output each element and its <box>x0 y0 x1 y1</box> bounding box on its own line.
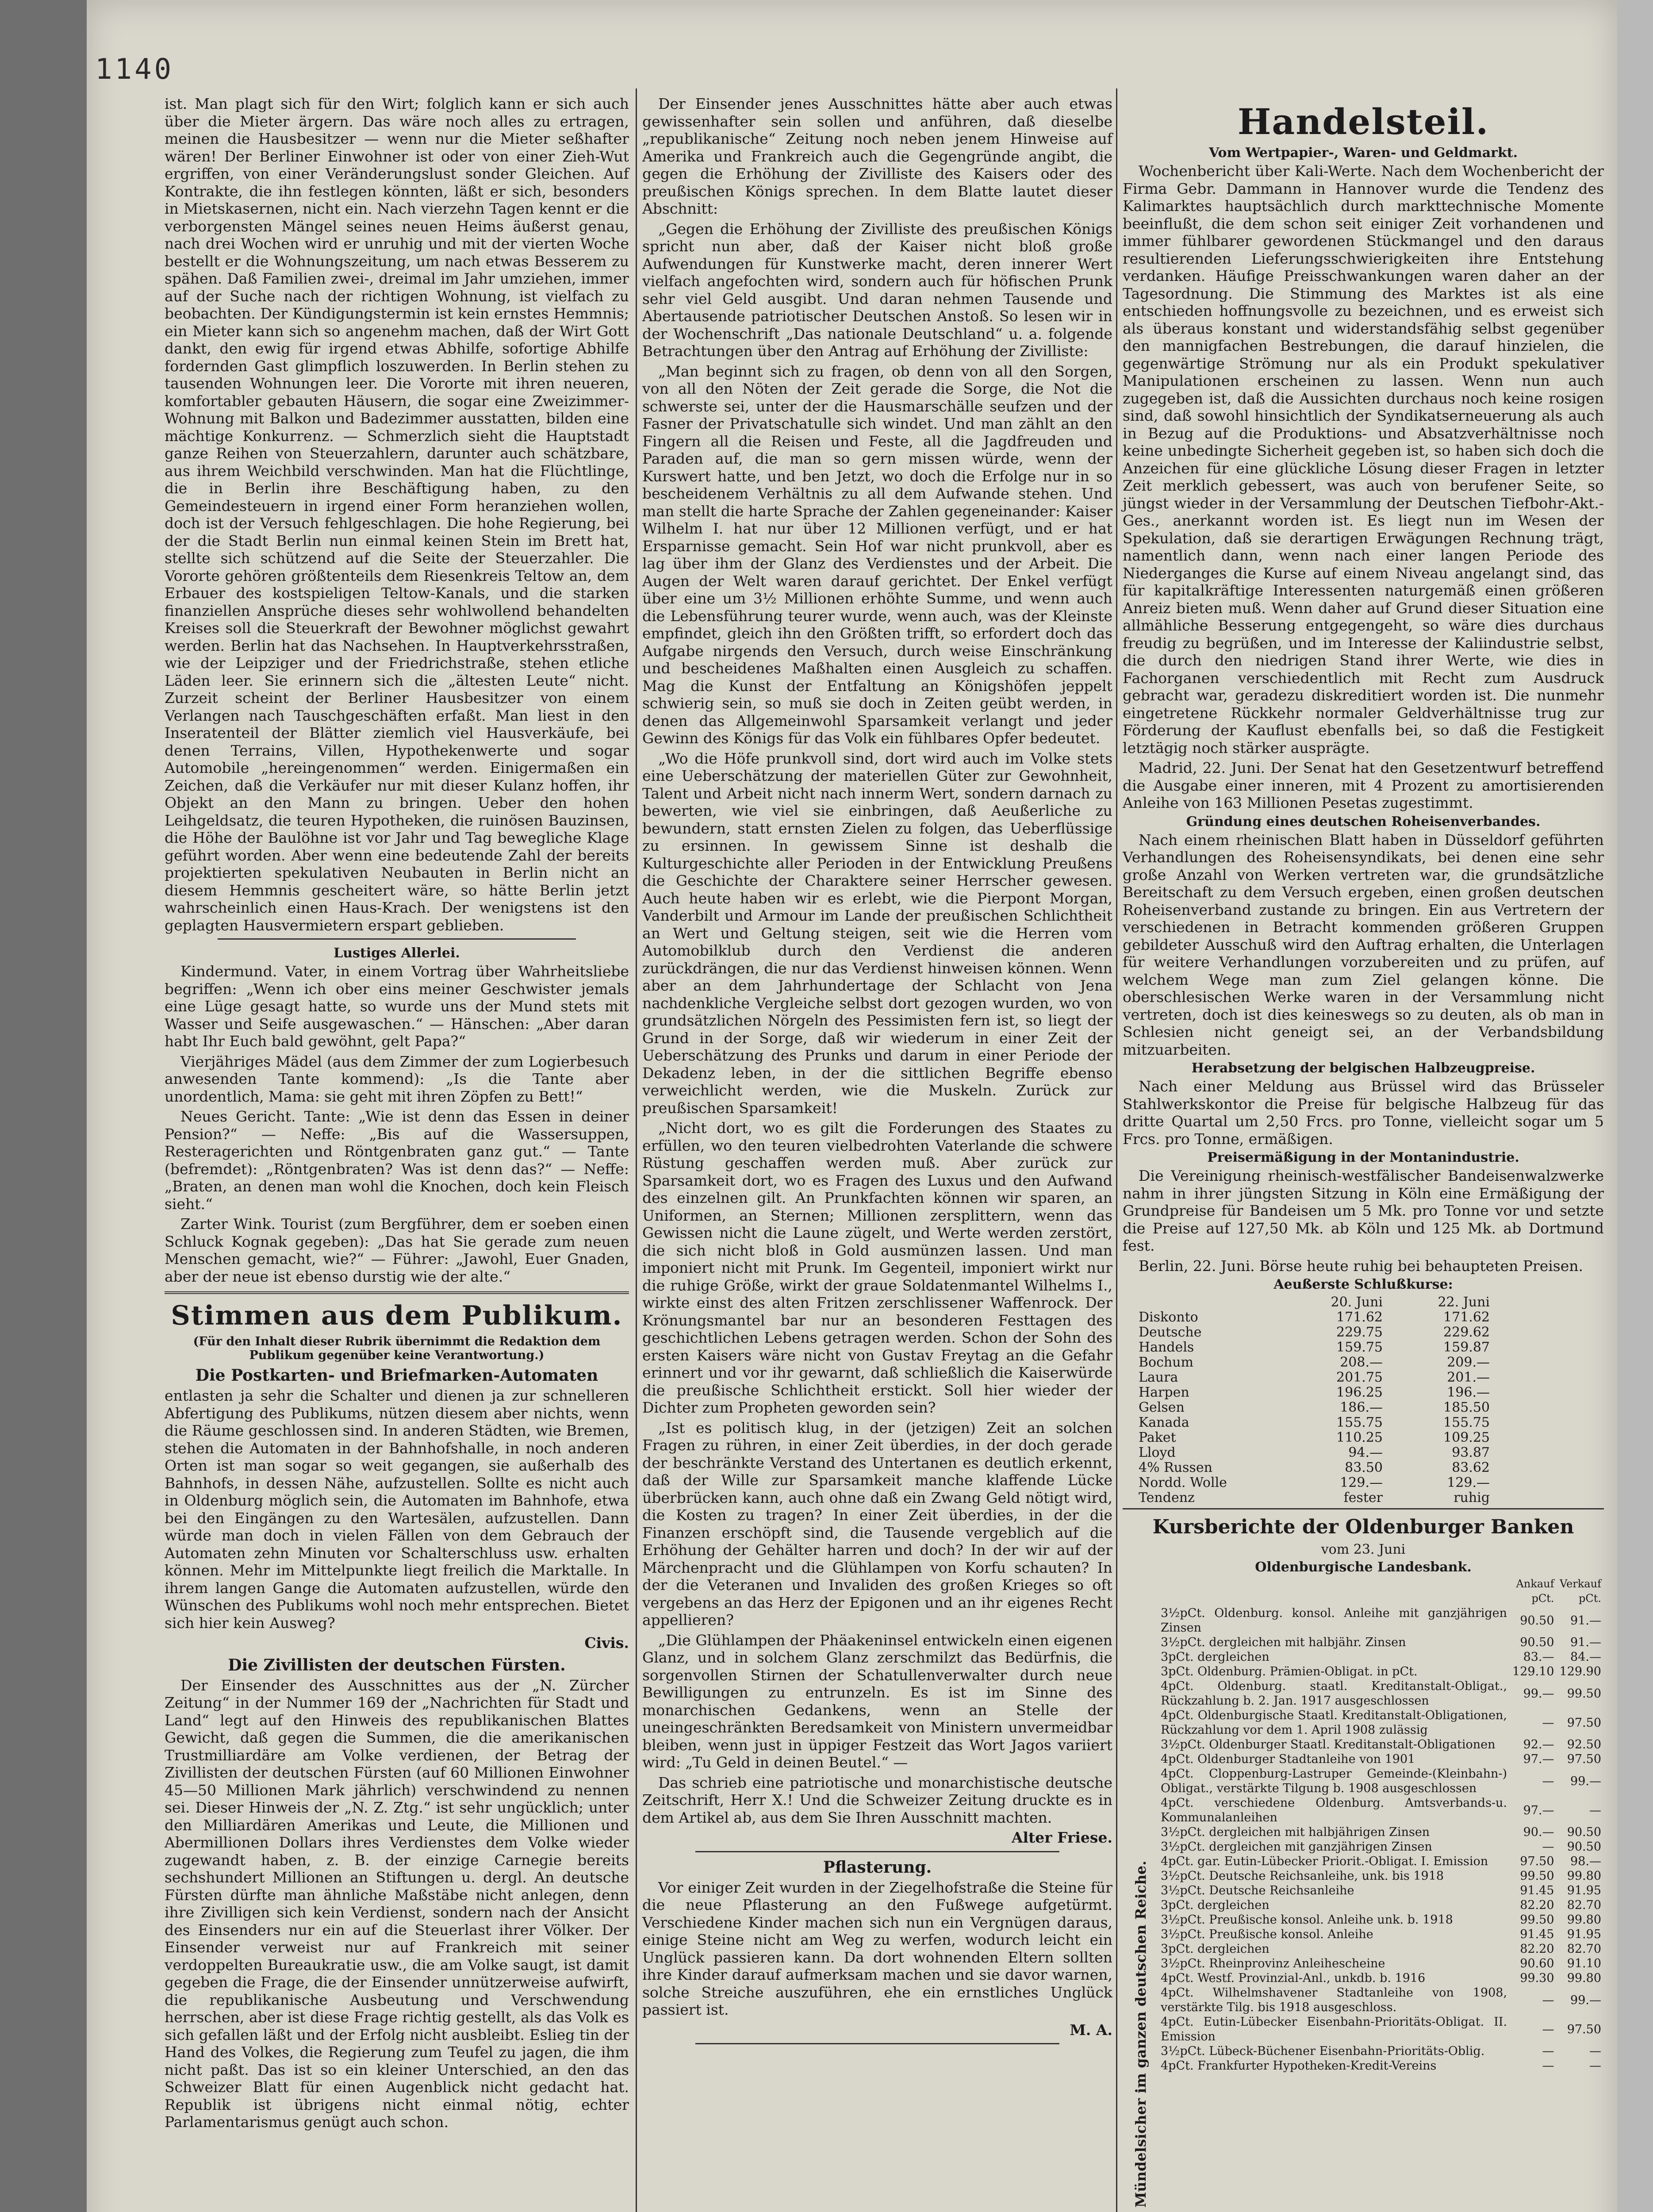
article-paragraph: „Gegen die Erhöhung der Zivilliste des preußischen Königs spricht nun aber, daß der Kaiser nicht bloß große Aufwendungen für Kunstwerke macht, deren innerer Wert vielfach angefochten wird, sondern auch für höfischen Prunk sehr viel Geld ausgibt. Und daran nehmen Tausende und Abertausende patriotischer Deutschen Anstoß. So lesen wir in der Wochenschrift „Das nationale Deutschland“ u. a. folgende Betrachtungen über den Antrag auf Erhöhung der Zivilliste: <box>642 220 1112 360</box>
article-paragraph: „Man beginnt sich zu fragen, ob denn von all den Sorgen, von all den Nöten der Zeit gerade die Sorge, die Not die schwerste sei, unter der die Hausmarschälle seufzen und der Fasner der Privatschatulle sich windet. Und man zählt an den Fingern all die Reisen und Feste, all die Jagdfreuden und Paraden auf, die man so gern missen würde, wenn der Kurswert hatte, und ben Jetzt, wo doch die Erfolge nur in so bescheidenem Verhältnis zu all dem Aufwande stehen. Und man stellt die harte Sprache der Zahlen gegeneinander: Kaiser Wilhelm I. hat nur über 12 Millionen verfügt, und er hat Ersparnisse gemacht. Sein Hof war nicht prunkvoll, aber es lag über ihm der Glanz des Verdienstes und der Arbeit. Die Augen der Welt waren darauf gerichtet. Der Enkel verfügt über eine um 3½ Millionen erhöhte Summe, und wenn auch die Lebensführung teurer wurde, wenn auch, was der Kleinste empfindet, gleich ihn den Größten trifft, so erfordert doch das Aufgabe nirgends den Versuch, durch weise Einschränkung und bescheidenes Maßhalten einen Ausgleich zu schaffen. Mag die Kunst der Entfaltung an Königshöfen jeppelt schwierig sein, so muß sie doch in Zeiten geübt werden, in denen das Allgemeinwohl Sparsamkeit verlangt und jeder Gewinn des Königs für das Volk ein fühlbares Opfer bedeutet. <box>642 362 1112 747</box>
bond-price: 91.— <box>1570 1636 1601 1649</box>
bond-price: 90.50 <box>1567 1825 1601 1839</box>
bond-name: 4pCt. gar. Eutin-Lübecker Priorit.-Obligat. I. Emission <box>1161 1855 1488 1868</box>
separator <box>218 938 576 940</box>
table-row <box>1158 1679 1604 1708</box>
bond-price: 82.20 <box>1520 1942 1554 1956</box>
handelsteil-heading: Handelsteil. <box>1237 101 1489 142</box>
handelsteil-subtitle: Vom Wertpapier-, Waren- und Geldmarkt. <box>1208 145 1518 161</box>
bonds-table <box>1158 1577 1604 2073</box>
column-2 <box>642 95 1112 2051</box>
table-row <box>1158 1883 1604 1898</box>
bond-price: 99.30 <box>1520 1971 1554 1985</box>
column-3 <box>1123 95 1604 2073</box>
table-row <box>1158 1650 1604 1664</box>
table-row <box>1158 1942 1604 1956</box>
kursberichte-heading: Kursberichte der Oldenburger Banken <box>1152 1516 1574 1538</box>
security-name: Laura <box>1139 1370 1178 1385</box>
price-value: 159.75 <box>1336 1340 1383 1355</box>
table-row <box>1158 2015 1604 2044</box>
price-value: 185.50 <box>1443 1400 1490 1415</box>
table-row <box>1136 1475 1492 1490</box>
schlusskurse-table <box>1136 1295 1492 1505</box>
table-row <box>1158 1869 1604 1883</box>
price-value: 83.50 <box>1345 1460 1383 1475</box>
table-header-row <box>1158 1577 1604 1606</box>
preise-heading: Preisermäßigung in der Montanindustrie. <box>1207 1150 1519 1165</box>
bond-price: — <box>1542 1840 1554 1854</box>
table-row <box>1158 1825 1604 1839</box>
article-zivilliste-continued <box>642 95 1112 1826</box>
table-row <box>1158 1927 1604 1942</box>
security-name: Tendenz <box>1139 1490 1195 1505</box>
stimmen-heading: Stimmen aus dem Publikum. <box>171 1300 623 1331</box>
allerlei-item: Vierjähriges Mädel (aus dem Zimmer der zum Logierbesuch anwesenden Tante kommend): „Is die Tante aber unordentlich, Mama: sie geht mit ihren Zöpfen zu Bett!“ <box>165 1052 629 1105</box>
allerlei-items <box>165 963 629 1285</box>
table-row <box>1136 1370 1492 1385</box>
bond-price: 97.50 <box>1567 1752 1601 1766</box>
security-name: Lloyd <box>1139 1445 1176 1460</box>
security-name: Gelsen <box>1139 1400 1185 1415</box>
table-row <box>1158 2044 1604 2058</box>
price-value: 171.62 <box>1336 1310 1383 1325</box>
bond-name: 3½pCt. dergleichen mit halbjähr. Zinsen <box>1161 1636 1406 1649</box>
table-row <box>1158 1708 1604 1737</box>
separator <box>165 1291 629 1294</box>
price-value: 196.25 <box>1336 1385 1383 1400</box>
security-name: Nordd. Wolle <box>1139 1475 1227 1490</box>
table-row <box>1136 1355 1492 1370</box>
table-row <box>1158 1956 1604 1971</box>
bond-price: 97.50 <box>1520 1855 1554 1868</box>
belgische-heading: Herabsetzung der belgischen Halbzeugpreise. <box>1191 1060 1535 1076</box>
price-value: 201.— <box>1447 1370 1490 1385</box>
bond-price: — <box>1542 2044 1554 2058</box>
price-value: 171.62 <box>1443 1310 1490 1325</box>
table-row <box>1158 1737 1604 1752</box>
separator <box>1123 1508 1604 1509</box>
bonds-wrapper <box>1123 1577 1604 2073</box>
table-header-row <box>1136 1295 1492 1310</box>
bond-price: 98.— <box>1570 1855 1601 1868</box>
bond-price: 82.70 <box>1567 1942 1601 1956</box>
postkarten-heading: Die Postkarten- und Briefmarken-Automaten <box>195 1366 598 1385</box>
allerlei-item: Kindermund. Vater, in einem Vortrag über Wahrheitsliebe begriffen: „Wenn ich ober eins meiner Geschwister jemals eine Lüge gesagt hatte, so wurde uns der Mund stets mit Wasser und Seife ausgewaschen.“ — Hänschen: „Aber daran habt Ihr Euch bald gewöhnt, gelt Papa?“ <box>165 963 629 1050</box>
bond-price: 99.50 <box>1520 1869 1554 1883</box>
price-value: 196.— <box>1447 1385 1490 1400</box>
table-row <box>1136 1415 1492 1430</box>
belgische-text: Nach einer Meldung aus Brüssel wird das Brüsseler Stahlwerkskontor die Preise für belgische Halbzeug für das dritte Quartal um 2,50 Frcs. pro Tonne, vielleicht sogar um 5 Frcs. pro Tonne, ermäßigen. <box>1123 1078 1604 1148</box>
table-row <box>1158 1912 1604 1927</box>
column-header: Ankauf pCt. <box>1516 1578 1554 1605</box>
side-label-text: Mündelsicher im ganzen deutschen Reiche. <box>1132 1860 1149 2208</box>
bond-price: 99.50 <box>1567 1686 1601 1701</box>
article-paragraph: Der Einsender jenes Ausschnittes hätte aber auch etwas gewissenhafter sein sollen und anführen, daß dieselbe „republikanische“ Zeitung noch neben jenem Hinweise auf Amerika und Frankreich auch die Gegengründe angibt, die gegen die Erhöhung der Zivilliste des Kaisers oder des preußischen Königs sprechen. In dem Blatte lautet dieser Abschnitt: <box>642 95 1112 217</box>
bond-price: 82.70 <box>1567 1898 1601 1912</box>
table-row <box>1158 1796 1604 1825</box>
table-row <box>1158 1606 1604 1635</box>
bond-price: 83.— <box>1523 1650 1554 1664</box>
table-row <box>1158 1985 1604 2015</box>
bond-name: 3½pCt. Lübeck-Büchener Eisenbahn-Prioritäts-Oblig. <box>1161 2044 1485 2058</box>
bond-price: 97.— <box>1523 1752 1554 1766</box>
table-row <box>1136 1400 1492 1415</box>
bond-price: — <box>1589 2044 1601 2058</box>
bond-name: 3½pCt. dergleichen mit ganzjährigen Zinsen <box>1161 1840 1432 1854</box>
price-value: 83.62 <box>1452 1460 1490 1475</box>
bond-name: 4pCt. Westf. Provinzial-Anl., unkdb. b. 1916 <box>1161 1971 1426 1985</box>
bond-name: 3½pCt. Deutsche Reichsanleihe, unk. bis 1918 <box>1161 1869 1444 1883</box>
bond-price: 97.50 <box>1567 1716 1601 1730</box>
bond-name: 3½pCt. dergleichen mit halbjährigen Zinsen <box>1161 1825 1430 1839</box>
page-number: 1140 <box>95 53 174 86</box>
bond-price: 129.10 <box>1512 1665 1554 1678</box>
roheisen-text: Nach einem rheinischen Blatt haben in Düsseldorf geführten Verhandlungen des Roheisensyndikats, bei denen eine sehr große Anzahl von Werken vertreten war, die grundsätzliche Bereitschaft zu dem Versuch ergeben, einen großen deutschen Roheisenverband zustande zu bringen. Ein aus Vertretern der verschiedenen in Betracht kommenden größeren Gruppen gebildeter Ausschuß wird den Auftrag erhalten, die Unterlagen für weitere Verhandlungen vorzubereiten und zu prüfen, auf welchem Wege man zum Ziel gelangen könne. Die oberschlesischen Werke waren in der Versammlung nicht vertreten, doch ist dies keineswegs so zu deuten, als ob man in Schlesien nicht geneigt sei, an der Verbandsbildung mitzuarbeiten. <box>1123 831 1604 1058</box>
security-name: Paket <box>1139 1430 1176 1445</box>
bond-price: 97.50 <box>1567 2022 1601 2036</box>
price-value: 155.75 <box>1443 1415 1490 1430</box>
table-row <box>1136 1340 1492 1355</box>
article-wohnungen <box>165 95 629 934</box>
security-name: Kanada <box>1139 1415 1189 1430</box>
table-row <box>1158 1767 1604 1796</box>
bond-price: 99.— <box>1523 1686 1554 1701</box>
table-row <box>1158 1839 1604 1854</box>
stimmen-note: (Für den Inhalt dieser Rubrik übernimmt die Redaktion dem Publikum gegenüber keine Verantwortung.) <box>193 1335 601 1362</box>
article-paragraph: ist. Man plagt sich für den Wirt; folglich kann er sich auch über die Mieter ärgern. Das wäre noch alles zu ertragen, meinen die Hausbesitzer — wenn nur die Mieter seßhafter wären! Der Berliner Einwohner ist oder von einer Zieh-Wut ergriffen, von einer Veränderungslust sonder Gleichen. Auf Kontrakte, die ihn festlegen könnten, läßt er sich, besonders in Mietskasernen, nicht ein. Nach vierzehn Tagen kennt er die verborgensten Mängel seines neuen Heims äußerst genau, nach drei Wochen wird er unruhig und mit der vierten Woche bestellt er die Wohnungszeitung, um nach etwas Besserem zu spähen. Daß Familien zwei-, dreimal im Jahr umziehen, immer auf der Suche nach der richtigen Wohnung, ist vielfach zu beobachten. Der Kündigungstermin ist kein ernstes Hemmnis; ein Mieter kann sich so angenehm machen, daß der Wirt Gott dankt, den ewig für irgend etwas Abhilfe, sofortige Abhilfe fordernden Gast glimpflich loszuwerden. In Berlin stehen zu tausenden Wohnungen leer. Die Vororte mit ihren neueren, komfortabler gebauten Häusern, die sogar eine Zweizimmer-Wohnung mit Balkon und Badezimmer ausstatten, bilden eine mächtige Konkurrenz. — Schmerzlich sieht die Hauptstadt ganze Reihen von Steuerzahlern, darunter auch schätzbare, aus ihrem Weichbild verschwinden. Man hat die Flüchtlinge, die in Berlin ihre Beschäftigung haben, zu den Gemeindesteuern in irgend einer Form heranziehen wollen, doch ist der Versuch fehlgeschlagen. Die hohe Regierung, bei der die Stadt Berlin nun einmal keinen Stein im Brett hat, stellte sich schützend auf die Seite der Steuerzahler. Die Vororte gehören größtenteils dem Riesenkreis Teltow an, dem Erbauer des kostspieligen Teltow-Kanals, und die starken finanziellen Ansprüche dieses sehr wohlwollend behandelten Kreises soll die Steuerkraft der Bewohner möglichst gewahrt werden. Berlin hat das Nachsehen. In Hauptverkehrsstraßen, wie der Leipziger und der Friedrichstraße, stehen etliche Läden leer. Sie erinnern sich die „ältesten Leute“ nicht. Zurzeit scheint der Berliner Hausbesitzer von einem Verlangen nach Tauschgeschäften erfaßt. Man liest in den Inseratenteil der Blätter ziemlich viel Hausverkäufe, bei denen Terrains, Villen, Hypothekenwerte und sogar Automobile „hereingenommen“ werden. Einigermaßen ein Zeichen, daß die Verkäufer nur mit dieser Kulanz hoffen, ihr Objekt an den Mann zu bringen. Ueber den hohen Leihgeldsatz, die teuren Hypotheken, die ruinösen Bauzinsen, die Höhe der Baulöhne ist vor Jahr und Tag bewegliche Klage geführt worden. Aber wenn eine bedeutende Zahl der bereits projektierten spekulativen Neubauten in Berlin nicht an diesem Hemmnis gescheitert wäre, so hätte Berlin jetzt wahrscheinlich einen Haus-Krach. Der wenigstens ist den geplagten Hausvermietern erspart geblieben. <box>165 95 629 934</box>
article-paragraph: „Ist es politisch klug, in der (jetzigen) Zeit an solchen Fragen zu rühren, in einer Zeit überdies, in der doch gerade der beschränkte Verstand des Untertanen es deutlich erkennt, daß der Wille zur Sparsamkeit manche klaffende Lücke überbrücken kann, auch ohne daß ein Zwang Geld nötigt wird, die Kosten zu tragen? In einer Zeit überdies, in der die Finanzen erschöpft sind, die Tausende vergeblich auf die Erhöhung der Gehälter harren und doch? In der wir auf der Märchenpracht und die Glühlampen von Korfu schauten? In der die Veteranen und Invaliden des großen Krieges so oft vergebens an das Herz der Epigonen und an ihr eigenes Recht appellieren? <box>642 1419 1112 1628</box>
table-row <box>1158 2058 1604 2073</box>
security-name: Deutsche <box>1139 1325 1202 1340</box>
security-name: Harpen <box>1139 1385 1189 1400</box>
table-row <box>1158 1971 1604 1985</box>
bond-price: 91.95 <box>1567 1928 1601 1941</box>
bond-price: 90.50 <box>1520 1636 1554 1649</box>
bond-name: 3½pCt. Oldenburg. konsol. Anleihe mit ganzjährigen Zinsen <box>1161 1606 1507 1635</box>
price-value: 155.75 <box>1336 1415 1383 1430</box>
bond-name: 4pCt. Cloppenburg-Lastruper Gemeinde-(Kleinbahn-) Obligat., verstärkte Tilgung b. 1908 ausgeschlossen <box>1161 1767 1507 1795</box>
bond-name: 4pCt. Wilhelmshavener Stadtanleihe von 1908, verstärkte Tilg. bis 1918 ausgeschloss. <box>1161 1986 1507 2014</box>
header-blank <box>1158 1577 1510 1606</box>
bond-price: 91.— <box>1570 1613 1601 1628</box>
bond-name: 4pCt. Eutin-Lübecker Eisenbahn-Prioritäts-Obligat. II. Emission <box>1161 2015 1507 2043</box>
separator <box>695 2043 1059 2044</box>
bond-price: — <box>1542 1716 1554 1730</box>
bond-name: 3pCt. dergleichen <box>1161 1942 1269 1956</box>
berlin-report: Berlin, 22. Juni. Börse heute ruhig bei behaupteten Preisen. <box>1139 1257 1584 1275</box>
side-label <box>1132 1765 1150 2208</box>
table-row <box>1136 1430 1492 1445</box>
bond-name: 3pCt. Oldenburg. Prämien-Obligat. in pCt. <box>1161 1665 1418 1678</box>
table-row <box>1136 1385 1492 1400</box>
bond-price: 90.60 <box>1520 1957 1554 1970</box>
price-value: 109.25 <box>1443 1430 1490 1445</box>
bond-price: 99.— <box>1570 1774 1601 1788</box>
price-value: 208.— <box>1340 1355 1383 1370</box>
bond-price: 91.45 <box>1520 1884 1554 1897</box>
bond-price: 92.50 <box>1567 1738 1601 1751</box>
price-value: 229.75 <box>1336 1325 1383 1340</box>
price-value: ruhig <box>1454 1490 1490 1505</box>
column-header: 20. Juni <box>1331 1294 1383 1310</box>
allerlei-item: Zarter Wink. Tourist (zum Bergführer, dem er soeben einen Schluck Kognak gegeben): „Das hat Sie gerade zum neuen Menschen gemacht, wie?“ — Führer: „Jawohl, Euer Gnaden, aber der neue ist ebenso durstig wie der alte.“ <box>165 1215 629 1285</box>
security-name: Handels <box>1139 1340 1194 1355</box>
schlusskurse-heading: Aeußerste Schlußkurse: <box>1273 1277 1453 1292</box>
table-row <box>1158 1635 1604 1650</box>
bond-price: 92.— <box>1523 1738 1554 1751</box>
bond-name: 3½pCt. Deutsche Reichsanleihe <box>1161 1884 1354 1897</box>
table-row <box>1158 1854 1604 1869</box>
price-value: 94.— <box>1348 1445 1383 1460</box>
bond-price: 90.50 <box>1567 1840 1601 1854</box>
bond-price: — <box>1589 2059 1601 2073</box>
bond-price: 90.— <box>1523 1825 1554 1839</box>
table-row <box>1136 1460 1492 1475</box>
table-row <box>1136 1445 1492 1460</box>
price-value: 129.— <box>1447 1475 1490 1490</box>
bond-name: 3½pCt. Oldenburger Staatl. Kreditanstalt-Obligationen <box>1161 1738 1496 1751</box>
zivilliste-signature: Alter Friese. <box>1011 1829 1112 1846</box>
bond-price: — <box>1589 1803 1601 1817</box>
price-value: 159.87 <box>1443 1340 1490 1355</box>
table-row <box>1136 1325 1492 1340</box>
table-row <box>1136 1310 1492 1325</box>
header-blank <box>1136 1295 1278 1310</box>
zivillisten-text: Der Einsender des Ausschnittes aus der „N. Zürcher Zeitung“ in der Nummer 169 der „Nachrichten für Stadt und Land“ legt auf den Hinweis des republikanischen Blattes Gewicht, daß gegen die Summen, die die amerikanischen Trustmilliardäre am Volke verdienen, der Betrag der Zivillisten der deutschen Fürsten (auf 60 Millionen Einwohner 45—50 Millionen Mark jährlich) verschwindend zu nennen sei. Dieser Hinweis der „N. Z. Ztg.“ ist sehr ungücklich; unter den Milliardären Amerikas und Leute, die Millionen und Abermillionen Dollars ihres Verdienstes dem Volke wieder zugewandt haben, z. B. der einzige Carnegie bereits sechshundert Millionen an Stiftungen u. dergl. An deutsche Fürsten dürfte man ähnliche Maßstäbe nicht anlegen, denn ihre Zivilligen sich kein Verdienst, sondern nach der Ansicht des Einsenders nur ein auf die Steuerlast ihrer Völker. Der Einsender verweist nur auf Frankreich mit seiner verdoppelten Bureaukratie usw., die am Volke saugt, ist damit gegeben die Frage, die der Einsender unnützerweise aufwirft, die republikanische Ausbeutung und Verschwendung herrschen, aber ist diese Frage richtig gestellt, als das Volk es sich gefallen läßt und der Erfolg nicht ausbleibt. Eslieg tin der Hand des Volkes, die Regierung zum Teufel zu jagen, die ihm nicht paßt. Das ist so ein kleiner Unterschied, an den das Schweizer Blatt für einen Augenblick nicht gedacht hat. Republik ist übrigens nicht einmal nötig, echter Parlamentarismus genügt auch schon. <box>165 1676 629 2131</box>
kali-report: Wochenbericht über Kali-Werte. Nach dem Wochenbericht der Firma Gebr. Dammann in Hannover wurde die Tendenz des Kalimarktes hauptsächlich durch markttechnische Momente beeinflußt, die dem schon seit einiger Zeit vorhandenen und immer fühlbarer gewordenen Stückmangel und den daraus resultierenden Lieferungsschwierigkeiten ihre Entstehung verdanken. Häufige Preisschwankungen waren daher an der Tagesordnung. Die Stimmung des Marktes ist als eine entschieden hoffnungsvolle zu bezeichnen, und es erweist sich als überaus konstant und widerstandsfähig selbst gegenüber den mannigfachen Bestrebungen, die darauf hinzielen, die gegenwärtige Strömung nur als ein Produkt spekulativer Manipulationen erscheinen zu lassen. Wenn nun auch zugegeben ist, daß die Aussichten durchaus noch keine rosigen sind, daß sowohl hinsichtlich der Syndikatserneuerung als auch in Bezug auf die Produktions- und Absatzverhältnisse noch keine unbedingte Sicherheit gegeben ist, so haben sich doch die Anzeichen für eine glückliche Lösung dieser Fragen in letzter Zeit merklich gebessert, was auch von berufener Seite, so jüngst wieder in der Versammlung der Deutschen Tiefbohr-Akt.-Ges., anerkannt worden ist. Es liegt nun im Wesen der Spekulation, daß sie derartigen Erwägungen Rechnung trägt, namentlich dann, wenn nach einer langen Periode des Niederganges die Kurse auf einem Niveau angelangt sind, das für kapitalkräftige Interessenten naturgemäß einen größeren Anreiz bieten muß. Wenn daher auf Grund dieser Situation eine allmähliche Besserung entgegengeht, so wäre dies durchaus freudig zu begrüßen, und im Interesse der Kaliindustrie selbst, die durch den niedrigen Stand ihrer Werte, wie dies in Fachorganen verschiedentlich mit Recht zum Ausdruck gebracht war, geradezu diskreditiert worden ist. Die nunmehr eingetretene Rückkehr normaler Geldverhältnisse trug zur Förderung der Kauflust ebenfalls bei, so daß die Festigkeit letztägig noch stärker ausprägte. <box>1123 162 1604 757</box>
article-paragraph: „Die Glühlampen der Phäakeninsel entwickeln einen eigenen Glanz, und in solchem Glanz zerschmilzt das Bedürfnis, die sorgenvollen Stirnen der Schatullenverwalter durch neue Bewilligungen zu entrunzeln. Es ist im Sinne des monarchischen Gedankens, wenn an Stelle der uneingeschränkten Beredsamkeit von Ministern unvermeidbar bleiben, wenn just in üppiger Festzeit das Wort Jagos variiert wird: „Tu Geld in deinen Beutel.“ — <box>642 1631 1112 1771</box>
zivillisten-heading: Die Zivillisten der deutschen Fürsten. <box>228 1655 566 1674</box>
madrid-report: Madrid, 22. Juni. Der Senat hat den Gesetzentwurf betreffend die Ausgabe einer inneren, mit 4 Prozent zu amortisierenden Anleihe von 163 Millionen Pesetas zugestimmt. <box>1123 759 1604 811</box>
security-name: 4% Russen <box>1139 1460 1212 1475</box>
security-name: Diskonto <box>1139 1310 1198 1325</box>
bond-price: 91.95 <box>1567 1884 1601 1897</box>
bond-name: 4pCt. Oldenburg. staatl. Kreditanstalt-Obligat., Rückzahlung b. 2. Jan. 1917 ausgeschlossen <box>1161 1679 1507 1708</box>
column-header: 22. Juni <box>1438 1294 1490 1310</box>
preise-text: Die Vereinigung rheinisch-westfälischer Bandeisenwalzwerke nahm in ihrer jüngsten Sitzung in Köln eine Ermäßigung der Grundpreise für Bandeisen um 5 Mk. pro Tonne vor und setzte die Preise auf 127,50 Mk. ab Köln und 125 Mk. ab Dortmund fest. <box>1123 1167 1604 1254</box>
column-divider <box>1116 88 1117 2212</box>
postkarten-text: entlasten ja sehr die Schalter und dienen ja zur schnelleren Abfertigung des Publikums, nützen diesem aber nichts, wenn die Räume geschlossen sind. In anderen Städten, wie Bremen, stehen die Automaten in der Bahnhofshalle, in noch anderen Orten ist man sogar so weit gegangen, sie außerhalb des Bahnhofs, in dessen Nähe, aufzustellen. Sollte es nicht auch in Oldenburg möglich sein, die Automaten im Bahnhofe, etwa bei den Eingängen zu den Wartesälen, aufzustellen. Dann würde man doch in vielen Fällen von dem Gebrauch der Automaten zehn Minuten vor Schalterschluss usw. erhalten können. Mehr im Mittelpunkte liegt freilich die Marktalle. In ihrem langen Gange die Automaten aufzustellen, würde den Wünschen des Publikums wohl noch mehr entsprechen. Bietet sich hier kein Ausweg? <box>165 1387 629 1632</box>
column-header: Verkauf pCt. <box>1560 1578 1601 1605</box>
security-name: Bochum <box>1139 1355 1193 1370</box>
bond-name: 4pCt. Oldenburger Stadtanleihe von 1901 <box>1161 1752 1415 1766</box>
kursberichte-date: vom 23. Juni <box>1321 1542 1406 1557</box>
bond-name: 4pCt. Oldenburgische Staatl. Kreditanstalt-Obligationen, Rückzahlung vor dem 1. April 1908 zulässig <box>1161 1709 1507 1737</box>
scanner-background <box>1617 0 1653 2212</box>
bond-price: 129.90 <box>1559 1665 1601 1678</box>
price-value: fester <box>1343 1490 1383 1505</box>
bond-price: 99.80 <box>1567 1913 1601 1927</box>
bond-name: 3pCt. dergleichen <box>1161 1898 1269 1912</box>
separator <box>695 1851 1059 1852</box>
table-row <box>1158 1752 1604 1767</box>
bond-price: — <box>1542 1774 1554 1788</box>
column-1 <box>165 95 629 2134</box>
bond-name: 3½pCt. Preußische konsol. Anleihe <box>1161 1928 1373 1941</box>
price-value: 129.— <box>1340 1475 1383 1490</box>
table-row <box>1158 1664 1604 1679</box>
bond-price: 97.— <box>1523 1803 1554 1817</box>
bond-price: 99.80 <box>1567 1869 1601 1883</box>
table-row <box>1136 1490 1492 1505</box>
price-value: 229.62 <box>1443 1325 1490 1340</box>
bond-name: 3½pCt. Preußische konsol. Anleihe unk. b. 1918 <box>1161 1913 1453 1927</box>
bond-price: 99.— <box>1570 1993 1601 2007</box>
bond-name: 3pCt. dergleichen <box>1161 1650 1269 1664</box>
bond-name: 3½pCt. Rheinprovinz Anleihescheine <box>1161 1957 1385 1970</box>
article-paragraph: Das schrieb eine patriotische und monarchistische deutsche Zeitschrift, Herr X.! Und die Schweizer Zeitung druckte es in dem Artikel ab, aus dem Sie Ihren Ausschnitt machten. <box>642 1774 1112 1826</box>
roheisen-heading: Gründung eines deutschen Roheisenverbandes. <box>1186 814 1541 830</box>
column-divider <box>636 88 637 2212</box>
bond-price: 90.50 <box>1520 1613 1554 1628</box>
bond-price: 84.— <box>1570 1650 1601 1664</box>
article-paragraph: „Nicht dort, wo es gilt die Forderungen des Staates zu erfüllen, wo den teuren vielbedrohten Vaterlande die schwere Rüstung geschaffen werden muß. Aber zurück zur Sparsamkeit dort, wo es Fragen des Luxus und den Aufwand des einzelnen gilt. An Prunkfachten können wir sparen, an Uniformen, an Sternen; Millionen zersplittern, wenn das Gewissen nicht die Laune zügelt, und Werte werden zerstört, die sich nicht bloß in Gold ausmünzen lassen. Und man imponiert nicht mit Prunk. Im Gegenteil, imponiert wirkt nur die ruhige Größe, wirkt der graue Soldatenmantel Wilhelms I., wirkte einst des alten Fritzen zerschlissener Waffenrock. Der Krönungsmantel bar nur an besonderen Festtagen des geschichtlichen Lebens getragen werden. Schon der Sohn des ersten Kaisers wäre nicht von Gustav Freytag an die Gefahr erinnert und vor ihr gewarnt, daß schließlich die Kaiserwürde die preußische Schlichtheit erstickt. Soll hier wieder der Dichter zum Propheten geworden sein? <box>642 1119 1112 1416</box>
price-value: 201.75 <box>1336 1370 1383 1385</box>
table-row <box>1158 1898 1604 1912</box>
pflasterung-heading: Pflasterung. <box>823 1858 932 1877</box>
price-value: 93.87 <box>1452 1445 1490 1460</box>
bond-price: — <box>1542 2059 1554 2073</box>
price-value: 186.— <box>1340 1400 1383 1415</box>
allerlei-item: Neues Gericht. Tante: „Wie ist denn das Essen in deiner Pension?“ — Neffe: „Bis auf die Wassersuppen, Resteragerichten und Röntgenbraten ganz gut.“ — Tante (befremdet): „Röntgenbraten? Was ist denn das?“ — Neffe: „Braten, an denen man wohl die Knochen, doch kein Fleisch sieht.“ <box>165 1108 629 1213</box>
allerlei-heading: Lustiges Allerlei. <box>334 945 460 961</box>
bond-price: 91.10 <box>1567 1957 1601 1970</box>
bond-name: 4pCt. Frankfurter Hypotheken-Kredit-Vereins <box>1161 2059 1437 2073</box>
article-paragraph: „Wo die Höfe prunkvoll sind, dort wird auch im Volke stets eine Ueberschätzung der materiellen Güter zur Gewohnheit, Talent und Arbeit nicht nach innerm Wert, sondern darnach zu bewerten, wie viel sie einbringen, daß Aeußerliche zu bewundern, statt ernsten Zielen zu folgen, das Ueberflüssige zu ersinnen. In gewissem Sinne ist deshalb die Kulturgeschichte aller Perioden in der Entwicklung Preußens die Geschichte der Charaktere seiner Herrscher gewesen. Auch heute haben wir es erlebt, wie die Pierpont Morgan, Vanderbilt und Armour im Lande der preußischen Schlichtheit an Wert und Geltung steigen, seit wie die Herren vom Automobilklub durch den Verdienst die anderen zurückdrängen, die nur das Verdienst hinweisen können. Wenn aber an dem Jahrhundertage der Schlacht von Jena nachdenkliche Vergleiche selbst dort gezogen wurden, wo von grundsätzlichen Nörgeln des Pessimisten fern ist, so liegt der Grund in der Sorge, daß wir wiederum in einer Zeit der Ueberschätzung des Prunks und darum in einer Periode der Dekadenz leben, in der die sittlichen Begriffe ebenso verweichlicht werden, wie die Muskeln. Zurück zur preußischen Sparsamkeit! <box>642 749 1112 1117</box>
postkarten-signature: Civis. <box>584 1634 629 1651</box>
bond-price: — <box>1542 1993 1554 2007</box>
bond-name: 4pCt. verschiedene Oldenburg. Amtsverbands-u. Kommunalanleihen <box>1161 1796 1507 1824</box>
price-value: 110.25 <box>1336 1430 1383 1445</box>
pflasterung-text: Vor einiger Zeit wurden in der Ziegelhofstraße die Steine für die neue Pflasterung an den Fußwege aufgetürmt. Verschiedene Kinder machen sich nun ein Vergnügen daraus, einige Steine nicht am Weg zu werfen, wodurch leicht ein Unglück passieren kann. Da dort wohnenden Eltern sollten ihre Kinder darauf aufmerksam machen und sie davor warnen, solche Streiche auszuführen, ehe ein ernstliches Unglück passiert ist. <box>642 1878 1112 2018</box>
bank-name: Oldenburgische Landesbank. <box>1255 1559 1472 1575</box>
bond-price: 99.50 <box>1520 1913 1554 1927</box>
price-value: 209.— <box>1447 1355 1490 1370</box>
pflasterung-signature: M. A. <box>1070 2021 1112 2039</box>
bond-price: 91.45 <box>1520 1928 1554 1941</box>
bond-price: 99.80 <box>1567 1971 1601 1985</box>
bond-price: — <box>1542 2022 1554 2036</box>
bond-price: 82.20 <box>1520 1898 1554 1912</box>
